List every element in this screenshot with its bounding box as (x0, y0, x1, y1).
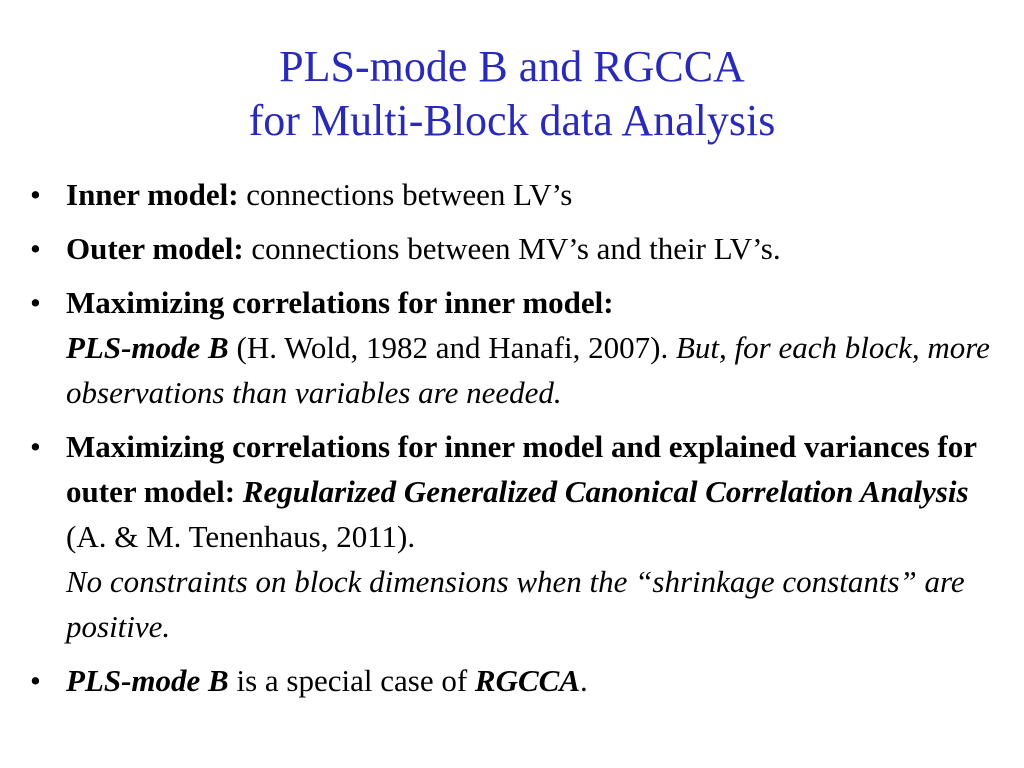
bullet-item-pls-mode-b (30, 280, 1010, 415)
bullet-method-name: PLS-mode B (66, 330, 229, 365)
slide-title (0, 40, 1024, 148)
bullet-note: No constraints on block dimensions when the “shrinkage constants” are positive. (66, 564, 965, 644)
bullet-icon: • (30, 177, 41, 212)
bullet-item-special-case (30, 658, 1010, 703)
bullet-icon: • (30, 663, 41, 698)
bullet-text: connections between MV’s and their LV’s. (243, 231, 781, 266)
bullet-term: Maximizing correlations for inner model: (66, 285, 614, 320)
bullet-item-inner-model (30, 172, 1010, 217)
title-line-2: for Multi-Block data Analysis (248, 96, 776, 145)
bullet-icon: • (30, 429, 41, 464)
bullet-method-name: PLS-mode B (66, 663, 229, 698)
bullet-text: is a special case of (228, 663, 475, 698)
bullet-list (30, 172, 1010, 712)
bullet-icon: • (30, 285, 41, 320)
title-line-1: PLS-mode B and RGCCA (279, 42, 745, 91)
bullet-icon: • (30, 231, 41, 266)
bullet-term: Inner model: (66, 177, 239, 212)
bullet-method-name-2: RGCCA (474, 663, 581, 698)
bullet-item-outer-model (30, 226, 1010, 271)
bullet-text: connections between LV’s (238, 177, 573, 212)
bullet-period: . (580, 663, 588, 698)
bullet-term: Outer model: (66, 231, 244, 266)
bullet-citation: (H. Wold, 1982 and Hanafi, 2007). (228, 330, 676, 365)
bullet-note: But, for each block, more observations than variables are needed. (66, 330, 990, 410)
bullet-citation: (A. & M. Tenenhaus, 2011). (66, 519, 416, 554)
bullet-item-rgcca (30, 424, 1010, 649)
bullet-method-name: Regularized Generalized Canonical Correlation Analysis (242, 474, 969, 509)
bullet-term: Maximizing correlations for inner model and explained variances for outer model: (66, 429, 977, 509)
